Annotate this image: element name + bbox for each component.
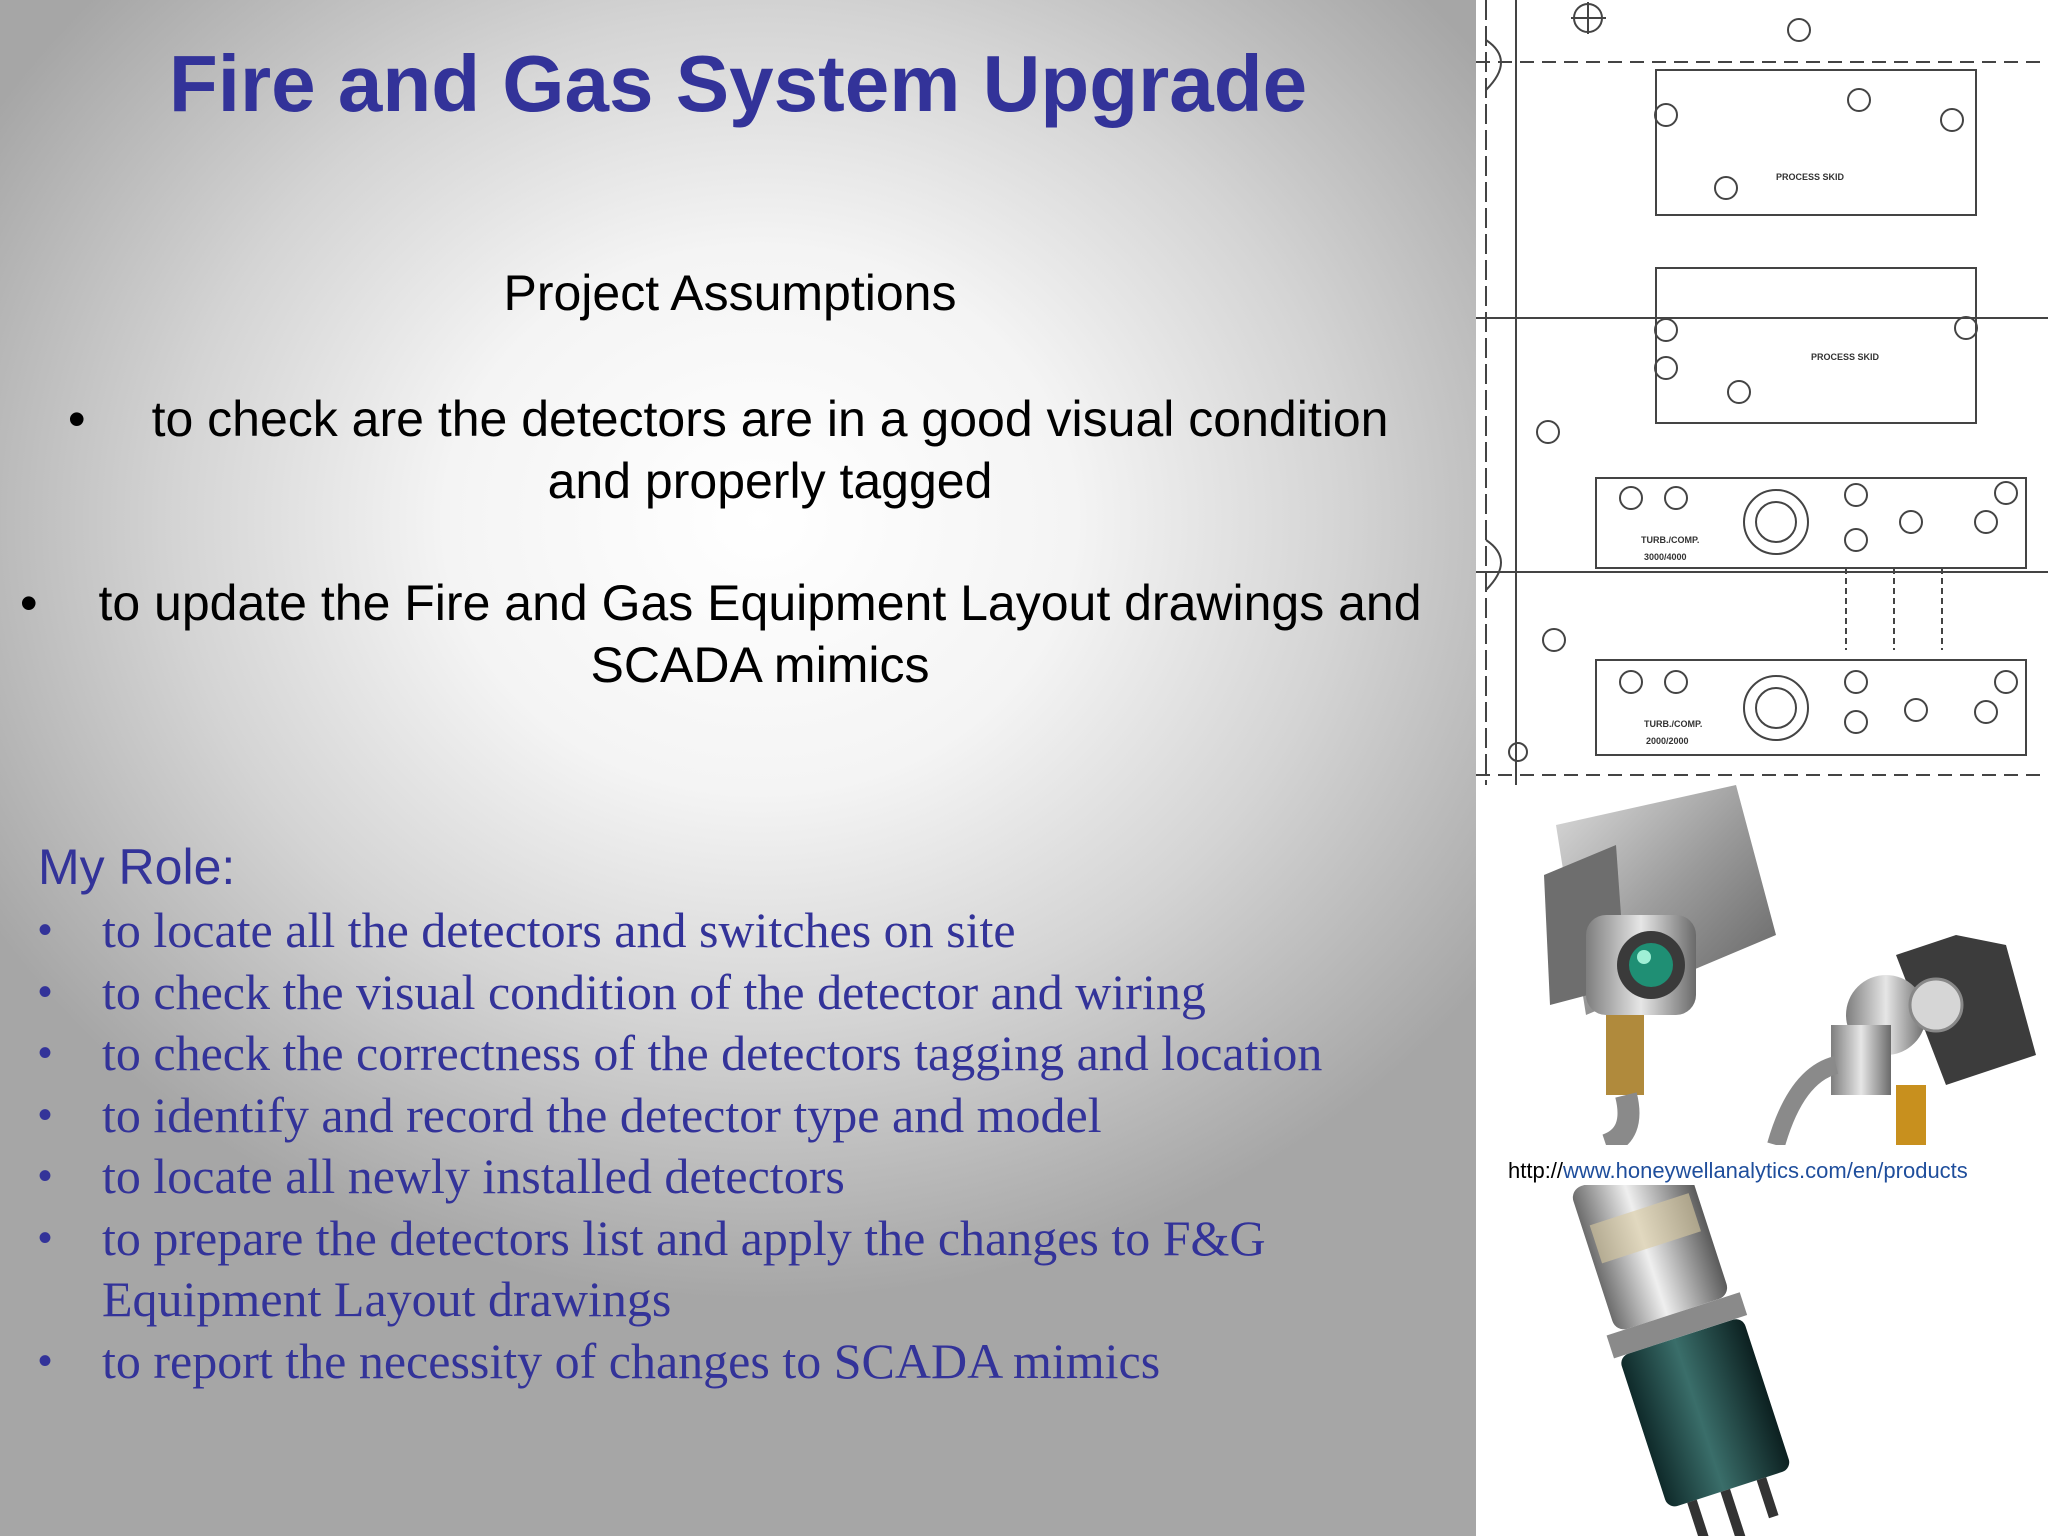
assumption-line: to check are the detectors are in a good visual condition [151, 391, 1389, 447]
assumption-item [0, 572, 1520, 696]
role-item [38, 1023, 1322, 1085]
image-panel [1476, 0, 2048, 1536]
role-item-continuation [38, 1269, 1322, 1331]
drawing-label: TURB./COMP. [1644, 719, 1703, 729]
role-heading: My Role: [38, 839, 236, 895]
role-item [38, 1085, 1322, 1147]
bullet-point: • [20, 575, 38, 631]
role-item-text: to check the visual condition of the detector and wiring [102, 963, 1206, 1020]
drawing-label: PROCESS SKID [1776, 172, 1845, 182]
source-link[interactable]: www.honeywellanalytics.com/en/products [1563, 1158, 1968, 1183]
gas-detector-photo [1476, 1185, 2048, 1536]
assumption-item [60, 388, 1480, 512]
source-citation [1508, 1158, 1968, 1184]
role-item [38, 1208, 1322, 1270]
bullet-point: • [38, 1154, 53, 1198]
role-item-text: to report the necessity of changes to SCADA mimics [102, 1332, 1161, 1389]
role-item [38, 962, 1322, 1024]
role-item-text: to identify and record the detector type and model [102, 1086, 1102, 1143]
role-item-text: Equipment Layout drawings [102, 1271, 672, 1327]
slide-title: Fire and Gas System Upgrade [168, 39, 1308, 128]
bullet-point: • [38, 1092, 53, 1137]
flame-detector-photo [1476, 785, 2048, 1145]
bullet-point: • [38, 908, 53, 952]
drawing-label: TURB./COMP. [1641, 535, 1700, 545]
drawing-label: 2000/2000 [1646, 736, 1689, 746]
source-prefix: http:// [1508, 1158, 1564, 1183]
section-subtitle: Project Assumptions [503, 265, 957, 321]
role-list [38, 900, 1322, 1392]
assumption-line: to update the Fire and Gas Equipment Layout drawings and [98, 575, 1422, 631]
role-item-text: to locate all newly installed detectors [102, 1148, 845, 1204]
drawing-label: 3000/4000 [1644, 552, 1687, 562]
assumption-line: and properly tagged [547, 453, 993, 509]
bullet-point: • [38, 969, 53, 1014]
role-item-text: to check the correctness of the detectors tagging and location [102, 1025, 1323, 1081]
bullet-point: • [38, 1031, 53, 1075]
assumption-line: SCADA mimics [590, 637, 930, 693]
role-item-text: to locate all the detectors and switches on site [102, 902, 1016, 958]
bullet-point: • [38, 1338, 53, 1383]
bullet-point: • [68, 391, 86, 447]
role-item [38, 1331, 1322, 1393]
role-item [38, 900, 1322, 962]
bullet-point: • [38, 1215, 53, 1260]
equipment-layout-drawing [1476, 0, 2048, 785]
drawing-label: PROCESS SKID [1811, 352, 1880, 362]
role-item [38, 1146, 1322, 1208]
role-item-text: to prepare the detectors list and apply the changes to F&G [102, 1209, 1266, 1266]
